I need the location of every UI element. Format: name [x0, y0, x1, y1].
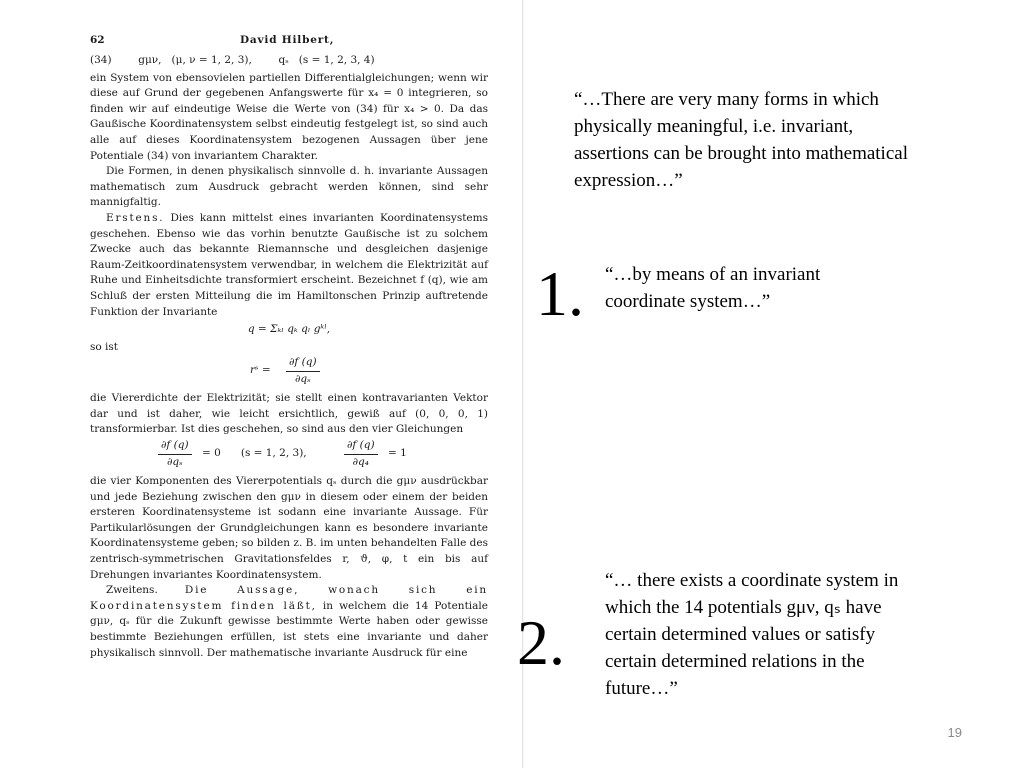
equation-34: (34) gμν, (μ, ν = 1, 2, 3), qₛ (s = 1, 2, 3, 4)	[90, 54, 375, 66]
paragraph-3-body: Dies kann mittelst eines invarianten Koordinatensystems geschehen. Ebenso wie das vorhin benutzte Gaußische ist zu solchem Zwecke auch das bekannte Riemannsche und desgleichen dasjenige Raum-Zeitkoordinatensystem verwendbar, in welchem die Elektrizität auf Ruhe und Einheitsdichte transformiert erscheint. Bezeichnet f (q), wie am Schluß der ersten Mitteilung die im Hamiltonschen Prinzip auftretende Funktion der Invariante	[90, 211, 488, 318]
paragraph-6-spaced: Die Aussage, wonach sich ein Koordinatensystem finden läßt,	[90, 584, 488, 612]
scanned-book-page	[52, 0, 523, 768]
equation-vierer-denominator-2: ∂q₄	[352, 455, 369, 468]
equation-r-lhs: rˢ =	[250, 364, 271, 377]
equation-q: q = Σₖₗ qₖ qₗ gᵏˡ,	[247, 323, 331, 336]
equation-r	[90, 355, 488, 391]
equation-vierer-middle: = 0 (s = 1, 2, 3),	[202, 447, 307, 460]
quote-two: “… there exists a coordinate system in which the 14 potentials gμν, qₛ have certain determined values or satisfy certain determined relations in the future…”	[605, 570, 899, 699]
equation-vierer-denominator-1: ∂qₛ	[166, 455, 183, 468]
item-number-1: 1.	[536, 258, 584, 329]
slide-number: 19	[947, 725, 962, 740]
paragraph-5: die vier Komponenten des Viererpotentials qₛ durch die gμν ausdrückbar und jede Beziehung zwischen den gμν in diesem oder einem der beiden ersteren Koordinatensysteme ist sodann eine invariante Aussage. Für Partikularlösungen der Grundgleichungen kann es besondere invariante Koordinatensysteme geben; so bilden z. B. im unten behandelten Falle des zentrisch-symmetrischen Gravitationsfeldes r, ϑ, φ, t ein bis auf Drehungen invariantes Koordinatensystem.	[90, 475, 488, 581]
paragraph-6-lead: Zweitens.	[106, 584, 158, 597]
running-head-author: David Hilbert,	[240, 34, 335, 46]
equation-vierer-fraction-2	[344, 438, 378, 470]
quote-main: “…There are very many forms in which physically meaningful, i.e. invariant, assertions can be brought into mathematical expression…”	[574, 89, 908, 191]
running-head	[90, 33, 488, 51]
equation-vierer-numerator-2: ∂f (q)	[344, 438, 378, 455]
equation-vierer-fraction-1	[158, 438, 192, 470]
item-number-2: 2.	[517, 607, 565, 678]
so-ist-text: so ist	[90, 340, 119, 353]
paragraph-6	[90, 583, 488, 661]
paragraph-4: die Viererdichte der Elektrizität; sie stellt einen kontravarianten Vektor dar und ist daher, wie leicht ersichtlich, gewiß auf (0, 0, 0, 1) transformierbar. Ist dies geschehen, so sind aus den vier Gleichungen	[90, 392, 488, 436]
paragraph-2: Die Formen, in denen physikalisch sinnvolle d. h. invariante Aussagen mathematisch zum Ausdruck gebracht werden können, sind sehr mannigfaltig.	[90, 165, 488, 209]
equation-vierer	[90, 438, 488, 474]
scanned-text-block	[90, 33, 488, 661]
paragraph-1: ein System von ebensovielen partiellen Differentialgleichungen; wenn wir diese auf Grund der gegebenen Anfangswerte für x₄ = 0 integrieren, so finden wir auf eindeutige Weise die Werte von (34) für x₄ > 0. Da das Gaußische Koordinatensystem selbst eindeutig festgelegt ist, so sind auch alle auf dieses Koordinatensystem bezogenen Aussagen über jene Potentiale (34) von invariantem Charakter.	[90, 71, 488, 162]
equation-r-fraction	[286, 355, 320, 387]
paragraph-3	[90, 211, 488, 320]
equation-vierer-numerator-1: ∂f (q)	[158, 438, 192, 455]
equation-r-denominator: ∂qₛ	[294, 372, 311, 385]
paragraph-6-body: in welchem die 14 Potentiale gμν, qₛ für die Zukunft gewisse bestimmte Werte haben oder gewisse bestimmte Beziehungen erfüllen, ist stets eine invariante und daher physikalisch sinnvoll. Der mathematische invariante Ausdruck für eine	[90, 599, 488, 659]
book-page-number: 62	[90, 34, 105, 46]
equation-vierer-end: = 1	[388, 447, 407, 460]
paragraph-3-lead: Erstens.	[106, 211, 165, 224]
quote-one: “…by means of an invariant coordinate system…”	[605, 264, 821, 312]
equation-r-numerator: ∂f (q)	[286, 355, 320, 372]
